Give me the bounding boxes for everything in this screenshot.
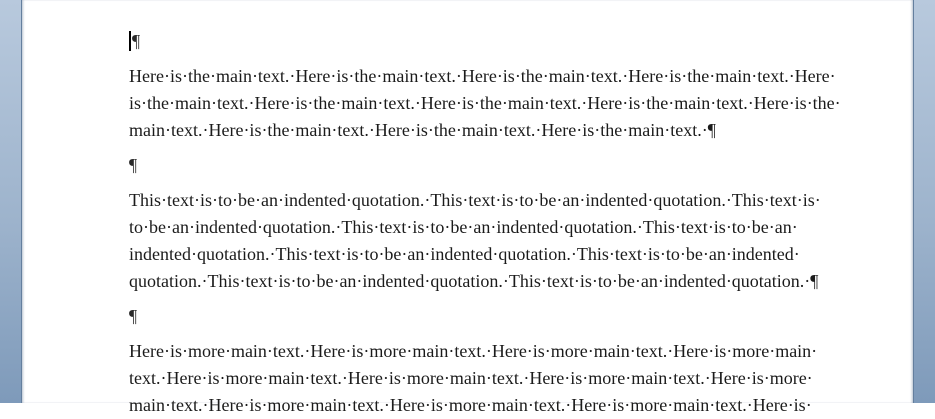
text-line[interactable]: main·text.·Here·is·more·main·text.·Here·is·more·main·text.·Here·is·more·main·text.·Here·is· bbox=[129, 395, 812, 415]
text-line[interactable]: to·be·an·indented·quotation.·This·text·is·to·be·an·indented·quotation.·This·text·is·to·be·an· bbox=[129, 217, 798, 237]
empty-paragraph-3[interactable] bbox=[129, 303, 815, 330]
paragraph-main-text-2 bbox=[129, 338, 818, 419]
pilcrow-mark: ¶ bbox=[129, 306, 138, 326]
text-line[interactable]: main·text.·Here·is·the·main·text.·Here·is·the·main·text.·Here·is·the·main·text.·¶ bbox=[129, 120, 716, 140]
text-line[interactable]: indented·quotation.·This·text·is·to·be·an·indented·quotation.·This·text·is·to·be·an·indented· bbox=[129, 244, 800, 264]
text-line[interactable]: This·text·is·to·be·an·indented·quotation.·This·text·is·to·be·an·indented·quotation.·This·text·is· bbox=[129, 190, 821, 210]
paragraph-indented-quotation bbox=[129, 187, 821, 295]
text-line[interactable]: quotation.·This·text·is·to·be·an·indented·quotation.·This·text·is·to·be·an·indented·quotation.·¶ bbox=[129, 271, 819, 291]
document-text-area bbox=[22, 0, 913, 419]
text-line[interactable]: Here·is·the·main·text.·Here·is·the·main·text.·Here·is·the·main·text.·Here·is·the·main·text.·Here· bbox=[129, 66, 836, 86]
document-page[interactable] bbox=[21, 0, 914, 415]
empty-paragraph-1[interactable] bbox=[129, 28, 815, 55]
text-cursor bbox=[129, 31, 131, 51]
pilcrow-mark: ¶ bbox=[129, 155, 138, 175]
text-line[interactable]: text.·Here·is·more·main·text.·Here·is·more·main·text.·Here·is·more·main·text.·Here·is·more· bbox=[129, 368, 813, 388]
text-line[interactable]: Here·is·more·main·text.·Here·is·more·main·text.·Here·is·more·main·text.·Here·is·more·main· bbox=[129, 341, 818, 361]
text-line[interactable]: is·the·main·text.·Here·is·the·main·text.·Here·is·the·main·text.·Here·is·the·main·text.·Here·is·the· bbox=[129, 93, 841, 113]
paragraph-main-text-1 bbox=[129, 63, 841, 144]
pilcrow-mark: ¶ bbox=[132, 31, 141, 51]
empty-paragraph-2[interactable] bbox=[129, 152, 815, 179]
